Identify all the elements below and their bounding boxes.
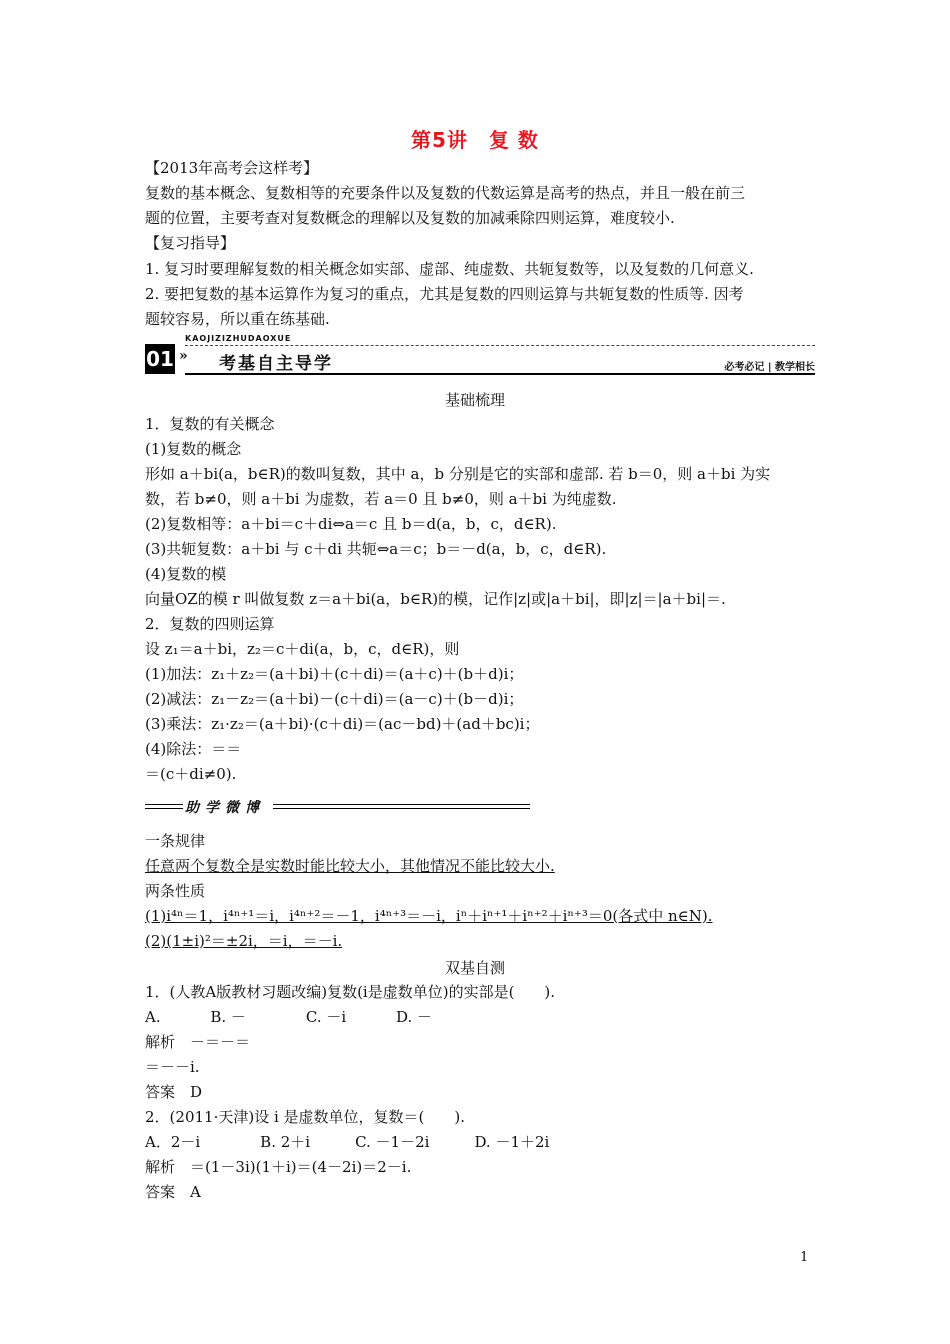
banner-tagline: 必考必记 | 教学相长: [724, 362, 815, 373]
section-banner: [145, 334, 815, 378]
weibo-heading-2: 两条性质: [145, 882, 206, 900]
guide-item-2a: 2. 要把复数的基本运算作为复习的重点，尤其是复数的四则运算与共轭复数的性质等. 因考: [145, 285, 744, 303]
guide-item-2b: 题较容易，所以重在练基础.: [145, 310, 330, 328]
guide-item-1: 1. 复习时要理解复数的相关概念如实部、虚部、纯虚数、共轭复数等，以及复数的几何意义.: [145, 260, 754, 278]
page-title: 第5讲 复 数: [411, 128, 539, 152]
page-number: 1: [800, 1250, 809, 1265]
weibo-text-3: (2)(1±i)²＝±2i，＝i，＝－i.: [145, 932, 343, 950]
question-1-answer: 答案 D: [145, 1083, 203, 1101]
exam-header: 【2013年高考会这样考】: [145, 159, 319, 177]
section-heading: 考基自主导学: [219, 354, 333, 374]
basics-s1-1: (1)复数的概念: [145, 440, 242, 458]
question-1-options: A. B. － C. －i D. －: [145, 1008, 433, 1026]
banner-rule: [185, 373, 815, 375]
question-2-answer: 答案 A: [145, 1183, 201, 1201]
basics-s1: 1．复数的有关概念: [145, 415, 275, 433]
bar-rule: [145, 808, 183, 809]
basics-line-5: (4)复数的模: [145, 565, 227, 583]
basics-line-4: (3)共轭复数：a＋bi 与 c＋di 共轭⇔a＝c；b＝－d(a，b，c，d∈R).: [145, 540, 607, 558]
basics-line-9: (2)减法：z₁－z₂＝(a＋bi)－(c＋di)＝(a－c)＋(b－d)i；: [145, 690, 524, 708]
question-2-options: A．2－i B. 2＋i C. －1－2i D. －1＋2i: [145, 1133, 550, 1151]
weibo-heading-1: 一条规律: [145, 832, 206, 850]
banner-pinyin: KAOJIZIZHUDAOXUE: [185, 334, 292, 343]
basics-line-2: 数，若 b≠0，则 a＋bi 为虚数，若 a＝0 且 b≠0，则 a＋bi 为纯虚数.: [145, 490, 617, 508]
weibo-text-1: 任意两个复数全是实数时能比较大小，其他情况不能比较大小.: [145, 857, 555, 875]
question-1-solution-2: ＝－－i.: [145, 1058, 200, 1076]
basics-line-1: 形如 a＋bi(a，b∈R)的数叫复数，其中 a，b 分别是它的实部和虚部. 若 b＝0，则 a＋bi 为实: [145, 465, 771, 483]
basics-line-6: 向量OZ的模 r 叫做复数 z＝a＋bi(a，b∈R)的模，记作|z|或|a＋bi|，即|z|＝|a＋bi|＝.: [145, 590, 726, 608]
basics-line-12: ＝(c＋di≠0).: [145, 765, 237, 783]
question-2-solution: 解析 ＝(1－3i)(1＋i)＝(4－2i)＝2－i.: [145, 1158, 412, 1176]
basics-line-11: (4)除法：＝＝: [145, 740, 242, 758]
basics-s2: 2．复数的四则运算: [145, 615, 275, 633]
exam-text-2: 题的位置，主要考查对复数概念的理解以及复数的加减乘除四则运算，难度较小.: [145, 209, 675, 227]
weibo-bar: [145, 797, 530, 821]
banner-dashed-rule: [185, 345, 815, 346]
question-1: 1．(人教A版教材习题改编)复数(i是虚数单位)的实部是( ).: [145, 983, 556, 1001]
question-2: 2．(2011·天津)设 i 是虚数单位，复数＝( ).: [145, 1108, 465, 1126]
weibo-bar-title: 助学微博: [185, 800, 265, 816]
basics-line-7: 设 z₁＝a＋bi，z₂＝c＋di(a，b，c，d∈R)，则: [145, 640, 460, 658]
test-heading: 双基自测: [444, 959, 505, 977]
basics-line-8: (1)加法：z₁＋z₂＝(a＋bi)＋(c＋di)＝(a＋c)＋(b＋d)i；: [145, 665, 524, 683]
double-arrow-icon: »: [179, 348, 188, 364]
guide-header: 【复习指导】: [145, 234, 236, 252]
question-1-solution-1: 解析 －＝－＝: [145, 1033, 251, 1051]
bar-rule: [273, 804, 530, 805]
basics-heading: 基础梳理: [444, 391, 505, 409]
basics-line-10: (3)乘法：z₁·z₂＝(a＋bi)·(c＋di)＝(ac－bd)＋(ad＋bc)i；: [145, 715, 540, 733]
weibo-text-2: (1)i⁴ⁿ＝1，i⁴ⁿ⁺¹＝i，i⁴ⁿ⁺²＝－1，i⁴ⁿ⁺³＝－i，iⁿ＋iⁿ⁺¹＋iⁿ⁺²＋iⁿ⁺³＝0(各式中 n∈N).: [145, 907, 713, 925]
exam-text-1: 复数的基本概念、复数相等的充要条件以及复数的代数运算是高考的热点，并且一般在前三: [145, 184, 746, 202]
bar-rule: [145, 804, 183, 805]
basics-line-3: (2)复数相等：a＋bi＝c＋di⇔a＝c 且 b＝d(a，b，c，d∈R).: [145, 515, 557, 533]
section-number: 01: [145, 344, 175, 374]
bar-rule: [273, 808, 530, 809]
